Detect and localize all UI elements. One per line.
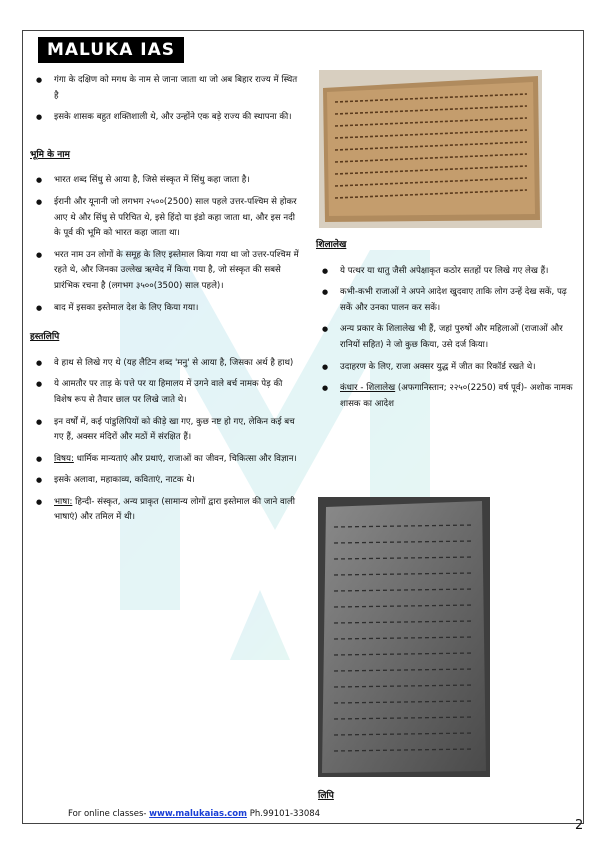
kandahar-text: (अफगानिस्तान; २२५०(2250) वर्ष पूर्व)- अशोक नामक शासक का आदेश xyxy=(340,383,573,409)
list-item: ● कभी-कभी राजाओं ने अपने आदेश खुदवाए ताकि लोग उन्हें देख सकें, पढ़ सकें और उनका पालन कर सकें। xyxy=(316,285,578,316)
footer xyxy=(68,809,320,819)
language-text: हिन्दी- संस्कृत, अन्य प्राकृत (सामान्य लोगों द्वारा इस्तेमाल की जाने वाली भाषाएं) और तमिल में थी। xyxy=(54,496,296,523)
kandahar-inscription-image xyxy=(318,497,490,777)
list-item: ● भारत शब्द सिंधु से आया है, जिसे संस्कृत में सिंधु कहा जाता है। xyxy=(30,173,300,189)
list-item: ● अन्य प्रकार के शिलालेख भी हैं, जहां पुरुषों और महिलाओं (राजाओं और रानियों सहित) ने जो कुछ किया, उसे दर्ज किया। xyxy=(316,322,578,353)
maluka-ias-logo: MALUKA IAS xyxy=(38,37,184,63)
right-column xyxy=(316,238,578,418)
land-names-heading: भूमि के नाम xyxy=(30,149,70,160)
subject-item xyxy=(30,452,300,468)
inscriptions-list xyxy=(316,264,578,413)
phone-number: Ph.99101-33084 xyxy=(247,809,321,819)
intro-list xyxy=(30,73,300,126)
list-item: ● ईरानी और यूनानी जो लगभग २५००(2500) साल पहले उत्तर-पश्चिम से होकर आए थे और सिंधु से परिचित थे, इसे हिंदो या इंडो कहा जाता था, और इस नदी के पूर्व की भूमि को भारत कहा जाता था। xyxy=(30,195,300,242)
website-link[interactable]: www.malukaias.com xyxy=(149,809,248,819)
left-column xyxy=(30,70,300,532)
kandahar-item xyxy=(316,381,578,412)
list-item: ● ये आमतौर पर ताड़ के पत्ते पर या हिमालय में उगने वाले बर्च नामक पेड़ की विशेष रूप से तैयार छाल पर लिखे जाते थे। xyxy=(30,377,300,408)
land-names-list xyxy=(30,173,300,316)
inscriptions-heading: शिलालेख xyxy=(316,240,347,250)
list-item: ● वे हाथ से लिखे गए थे (यह लैटिन शब्द 'मनु' से आया है, जिसका अर्थ है हाथ) xyxy=(30,356,300,372)
list-item: ● गंगा के दक्षिण को मगध के नाम से जाना जाता था जो अब बिहार राज्य में स्थित है xyxy=(30,73,300,104)
subject-label: विषय: xyxy=(54,453,74,464)
footer-prefix: For online classes- xyxy=(68,809,150,819)
subject-text: धार्मिक मान्यताएं और प्रथाएं, राजाओं का जीवन, चिकित्सा और विज्ञान। xyxy=(73,453,297,464)
page-number: 2 xyxy=(575,818,584,833)
script-caption: लिपि xyxy=(318,791,334,801)
manuscripts-heading: हस्तलिपि xyxy=(30,332,60,343)
palm-leaf-manuscript-image xyxy=(319,70,542,228)
language-item xyxy=(30,495,300,526)
language-label: भाषा: xyxy=(54,496,73,507)
list-item: ● ये पत्थर या धातु जैसी अपेक्षाकृत कठोर सतहों पर लिखे गए लेख हैं। xyxy=(316,264,578,280)
manuscripts-list xyxy=(30,356,300,526)
list-item: ● इसके शासक बहुत शक्तिशाली थे, और उन्होंने एक बड़े राज्य की स्थापना की। xyxy=(30,110,300,126)
list-item: ● भरत नाम उन लोगों के समूह के लिए इस्तेमाल किया गया था जो उत्तर-पश्चिम में रहते थे, और जिनका उल्लेख ऋग्वेद में किया गया है, जो संस्कृत की सबसे प्रारंभिक रचना है (लगभग ३५००(3500) साल पहले)। xyxy=(30,248,300,295)
list-item: ● उदाहरण के लिए, राजा अक्सर युद्ध में जीत का रिकॉर्ड रखते थे। xyxy=(316,360,578,376)
list-item: ● बाद में इसका इस्तेमाल देश के लिए किया गया। xyxy=(30,301,300,317)
list-item: ● इन वर्षों में, कई पांडुलिपियों को कीड़े खा गए, कुछ नष्ट हो गए, लेकिन कई बच गए हैं, अक्सर मंदिरों और मठों में संरक्षित हैं। xyxy=(30,415,300,446)
list-item: ● इसके अलावा, महाकाव्य, कविताएं, नाटक थे। xyxy=(30,473,300,489)
kandahar-label: कंधार - शिलालेख xyxy=(340,383,396,394)
